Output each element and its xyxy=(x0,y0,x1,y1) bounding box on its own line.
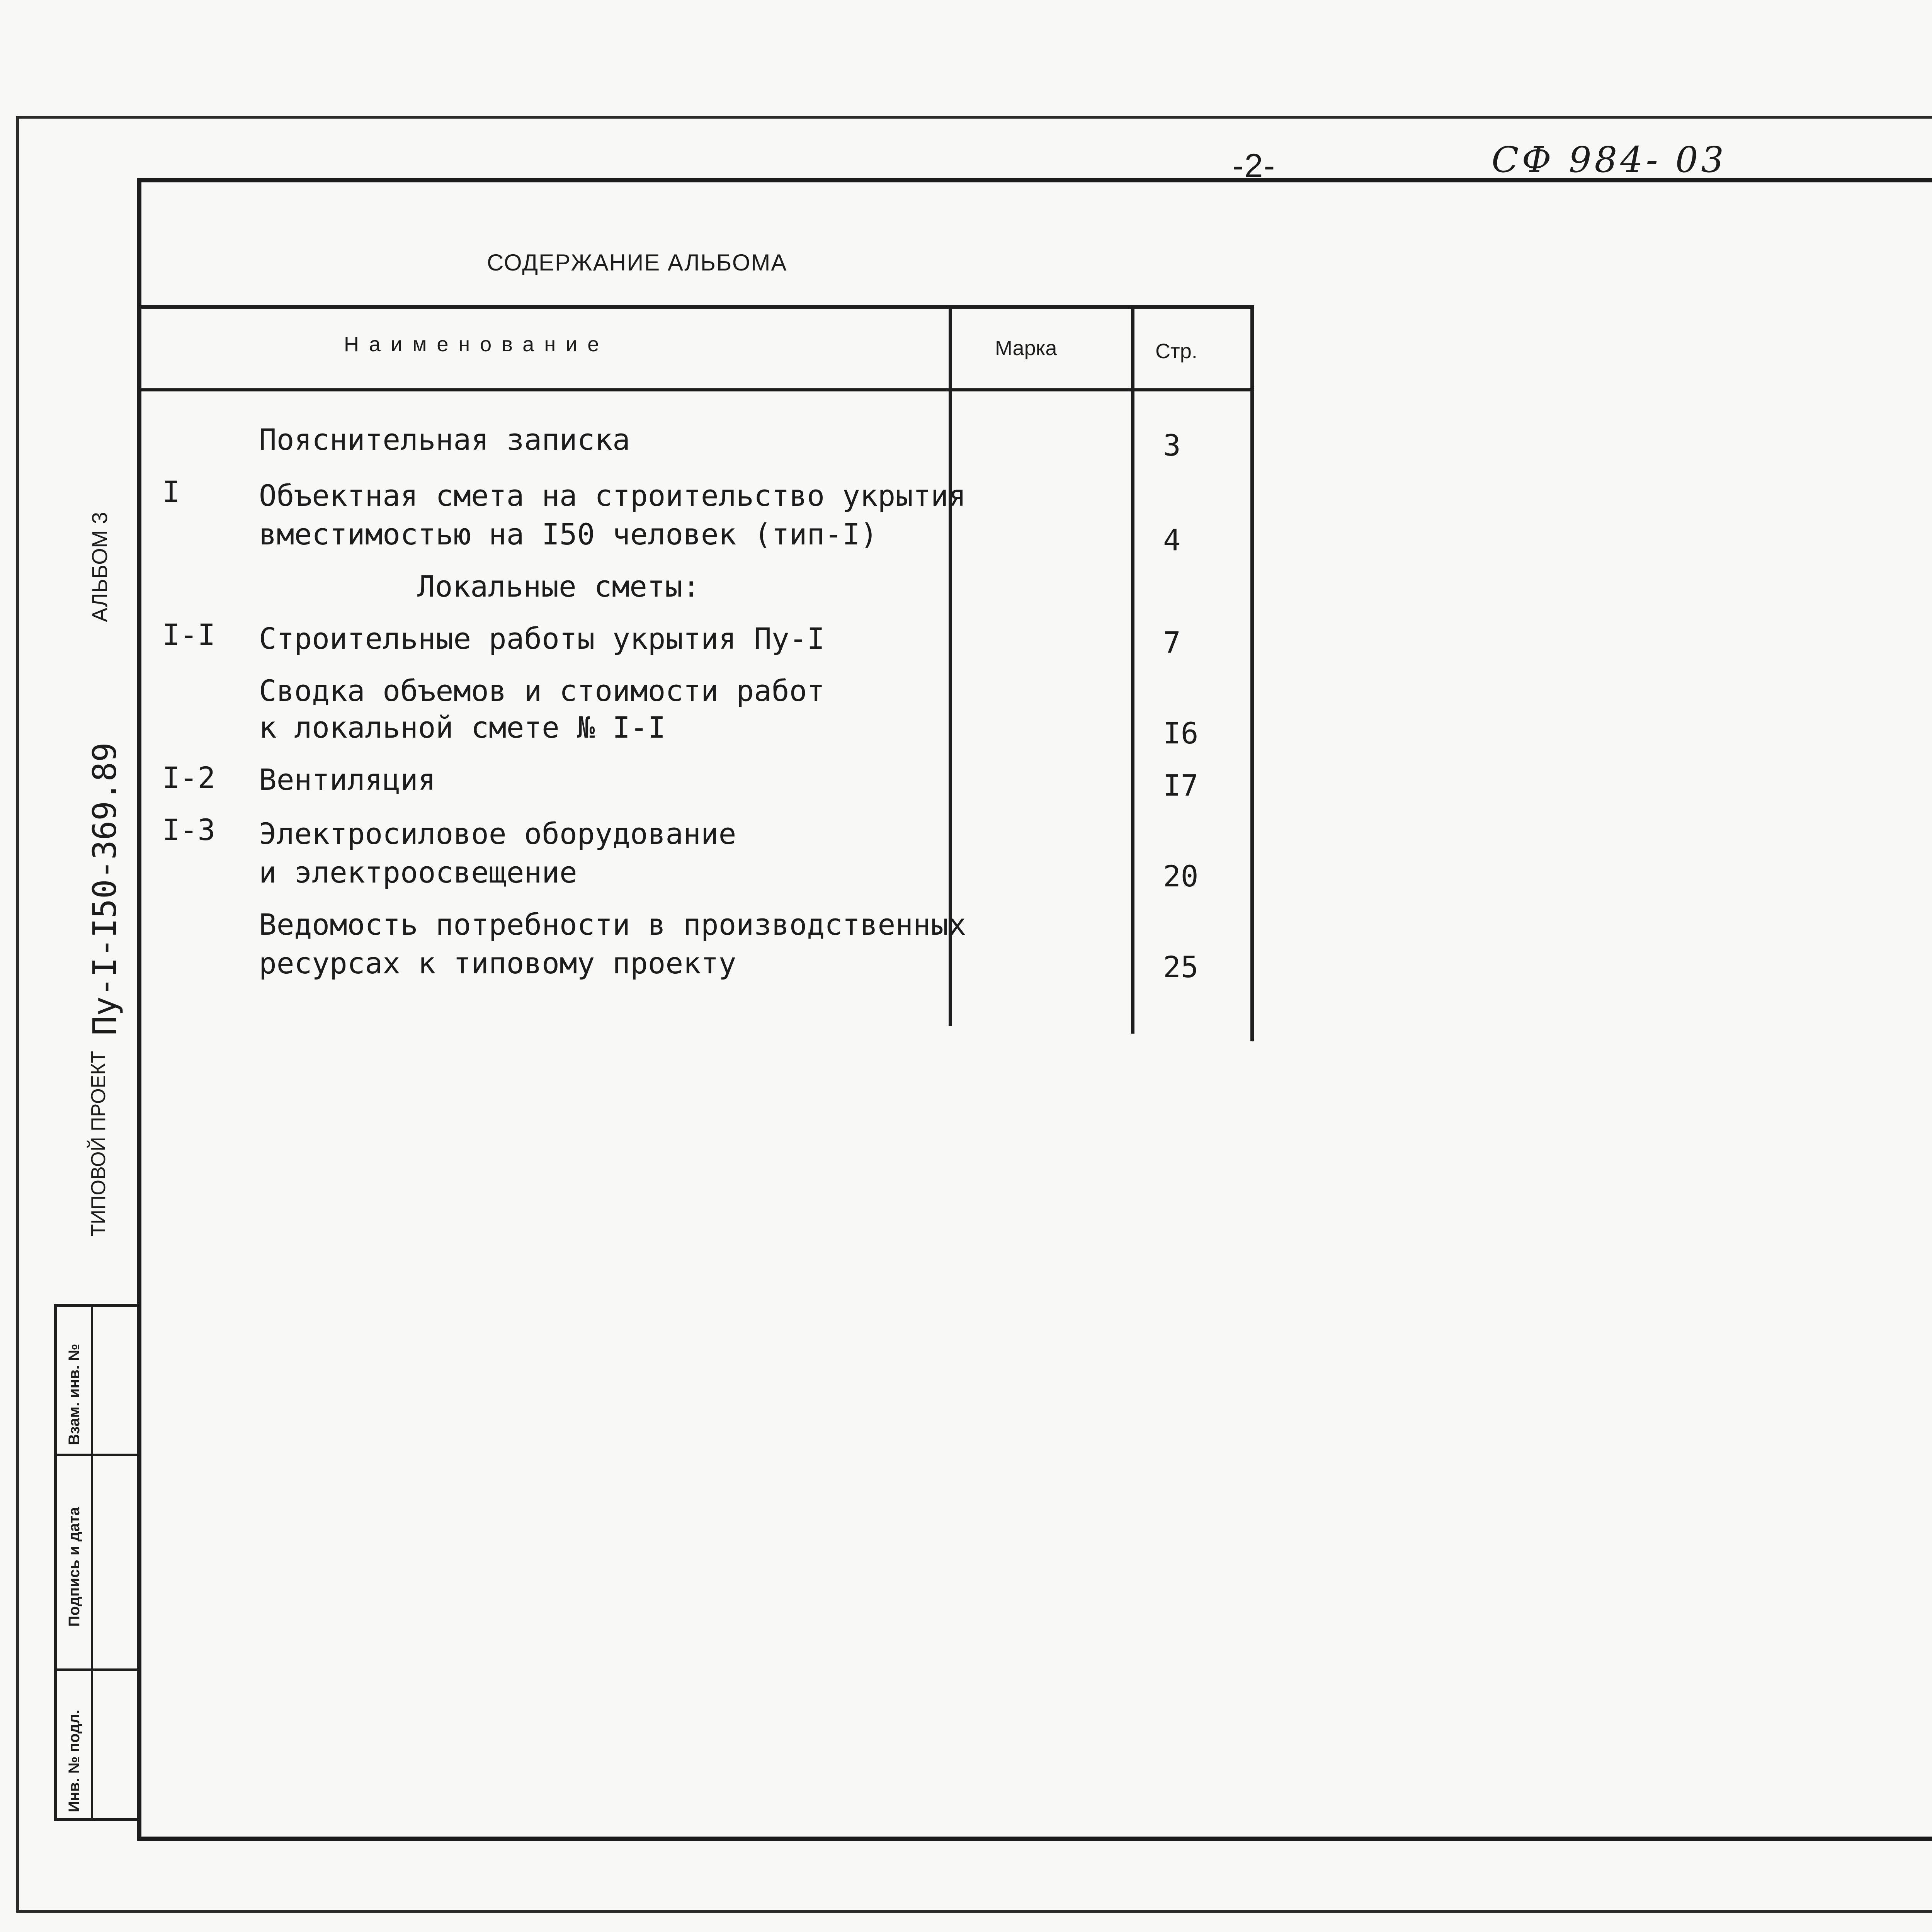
album-title: СОДЕРЖАНИЕ АЛЬБОМА xyxy=(487,250,787,276)
stamp-field-original-inv: Инв. № подл. xyxy=(66,1709,83,1812)
stamp-divider xyxy=(54,1668,137,1671)
row-name: Объектная смета на строительство укрытия xyxy=(259,478,966,513)
row-name-continued: и электроосвещение xyxy=(259,855,577,889)
stamp-left-rule xyxy=(54,1306,57,1820)
row-name: Пояснительная записка xyxy=(259,422,630,457)
stamp-field-replaced-inv: Взам. инв. № xyxy=(66,1344,83,1445)
row-page: 7 xyxy=(1163,625,1181,660)
row-page: 4 xyxy=(1163,523,1181,557)
stamp-field-signature-date: Подпись и дата xyxy=(66,1507,83,1627)
document-code: СФ 984- 03 xyxy=(1492,139,1727,180)
row-name-continued: к локальной смете № I-I xyxy=(259,710,666,745)
project-type-label: ТИПОВОЙ ПРОЕКТ xyxy=(87,1051,110,1236)
row-name: Электросиловое оборудование xyxy=(259,816,736,851)
row-page: 25 xyxy=(1163,950,1199,984)
stamp-divider xyxy=(54,1454,137,1456)
stamp-bottom-rule xyxy=(54,1818,137,1821)
row-code: I xyxy=(162,474,180,509)
row-name: Строительные работы укрытия Пу-I xyxy=(259,621,825,656)
row-name: Сводка объемов и стоимости работ xyxy=(259,673,825,708)
column-header-mark: Марка xyxy=(995,337,1057,360)
row-name: Вентиляция xyxy=(259,762,436,797)
row-code: I-2 xyxy=(162,760,216,795)
table-top-rule xyxy=(141,305,1254,309)
row-page: I7 xyxy=(1163,768,1199,803)
column-header-page: Стр. xyxy=(1155,340,1197,363)
page-marker: -2- xyxy=(1233,147,1276,184)
stamp-top-rule xyxy=(54,1304,137,1307)
row-name-continued: вместимостью на I50 человек (тип-I) xyxy=(259,517,878,551)
row-name-continued: ресурсах к типовому проекту xyxy=(259,946,736,980)
album-label: АЛЬБОМ 3 xyxy=(87,512,112,622)
section-heading: Локальные сметы: xyxy=(417,569,701,604)
stamp-mid-rule xyxy=(91,1306,93,1820)
table-header-rule xyxy=(141,388,1254,391)
table-right-rule xyxy=(1250,307,1254,1041)
row-name: Ведомость потребности в производственных xyxy=(259,907,966,942)
project-code: Пу-I-I50-369.89 xyxy=(86,742,124,1036)
row-page: I6 xyxy=(1163,716,1199,750)
row-code: I-I xyxy=(162,617,216,652)
row-page: 20 xyxy=(1163,859,1199,893)
column-divider-page xyxy=(1131,307,1134,1034)
row-code: I-3 xyxy=(162,813,216,847)
column-header-name: Наименование xyxy=(344,333,609,356)
row-page: 3 xyxy=(1163,428,1181,463)
